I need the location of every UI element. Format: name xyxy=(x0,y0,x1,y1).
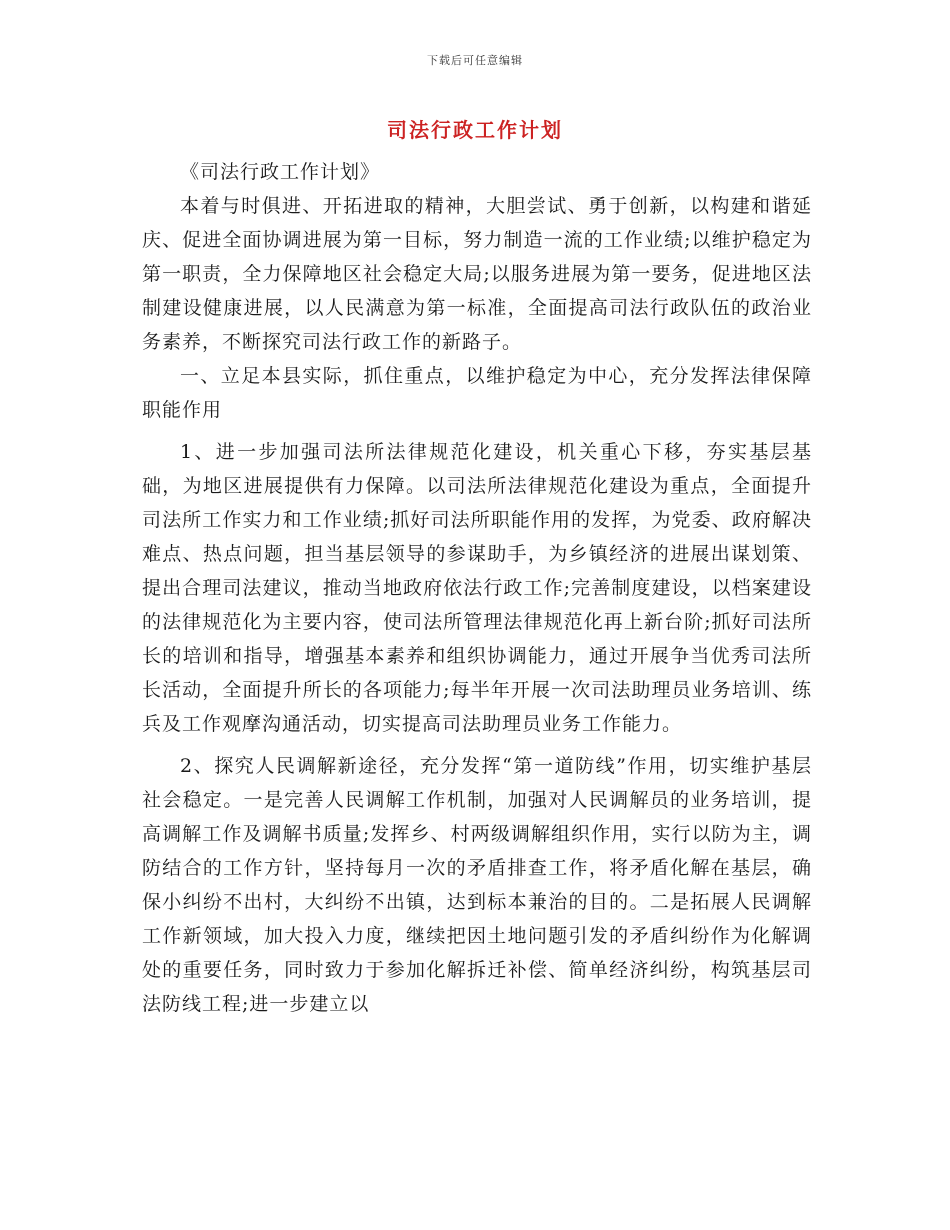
paragraph-item-2: 2、探究人民调解新途径，充分发挥“第一道防线”作用，切实维护基层社会稳定。一是完善人民调解工作机制，加强对人民调解员的业务培训，提高调解工作及调解书质量;发挥乡、村两级调解组织作用，实行以防为主，调防结合的工作方针，坚持每月一次的矛盾排查工作，将矛盾化解在基层，确保小纠纷不出村，大纠纷不出镇，达到标本兼治的目的。二是拓展人民调解工作新领域，加大投入力度，继续把因土地问题引发的矛盾纠纷作为化解调处的重要任务，同时致力于参加化解拆迁补偿、简单经济纠纷，构筑基层司法防线工程;进一步建立以 xyxy=(142,755,812,1015)
page-header-note: 下载后可任意编辑 xyxy=(427,54,523,67)
document-title: 司法行政工作计划 xyxy=(387,118,563,142)
paragraph-intro: 本着与时俱进、开拓进取的精神，大胆尝试、勇于创新，以构建和谐延庆、促进全面协调进展为第一目标，努力制造一流的工作业绩;以维护稳定为第一职责，全力保障地区社会稳定大局;以服务进展为第一要务，促进地区法制建设健康进展，以人民满意为第一标准，全面提高司法行政队伍的政治业务素养，不断探究司法行政工作的新路子。 xyxy=(142,195,812,353)
paragraph-section-heading: 一、立足本县实际，抓住重点，以维护稳定为中心，充分发挥法律保障职能作用 xyxy=(142,365,812,421)
paragraph-subtitle: 《司法行政工作计划》 xyxy=(180,161,381,183)
document-body xyxy=(142,155,812,1021)
paragraph-item-1: 1、进一步加强司法所法律规范化建设，机关重心下移，夯实基层基础，为地区进展提供有力保障。以司法所法律规范化建设为重点，全面提升司法所工作实力和工作业绩;抓好司法所职能作用的发挥，为党委、政府解决难点、热点问题，担当基层领导的参谋助手，为乡镇经济的进展出谋划策、提出合理司法建议，推动当地政府依法行政工作;完善制度建设，以档案建设的法律规范化为主要内容，使司法所管理法律规范化再上新台阶;抓好司法所长的培训和指导，增强基本素养和组织协调能力，通过开展争当优秀司法所长活动，全面提升所长的各项能力;每半年开展一次司法助理员业务培训、练兵及工作观摩沟通活动，切实提高司法助理员业务工作能力。 xyxy=(142,441,812,735)
